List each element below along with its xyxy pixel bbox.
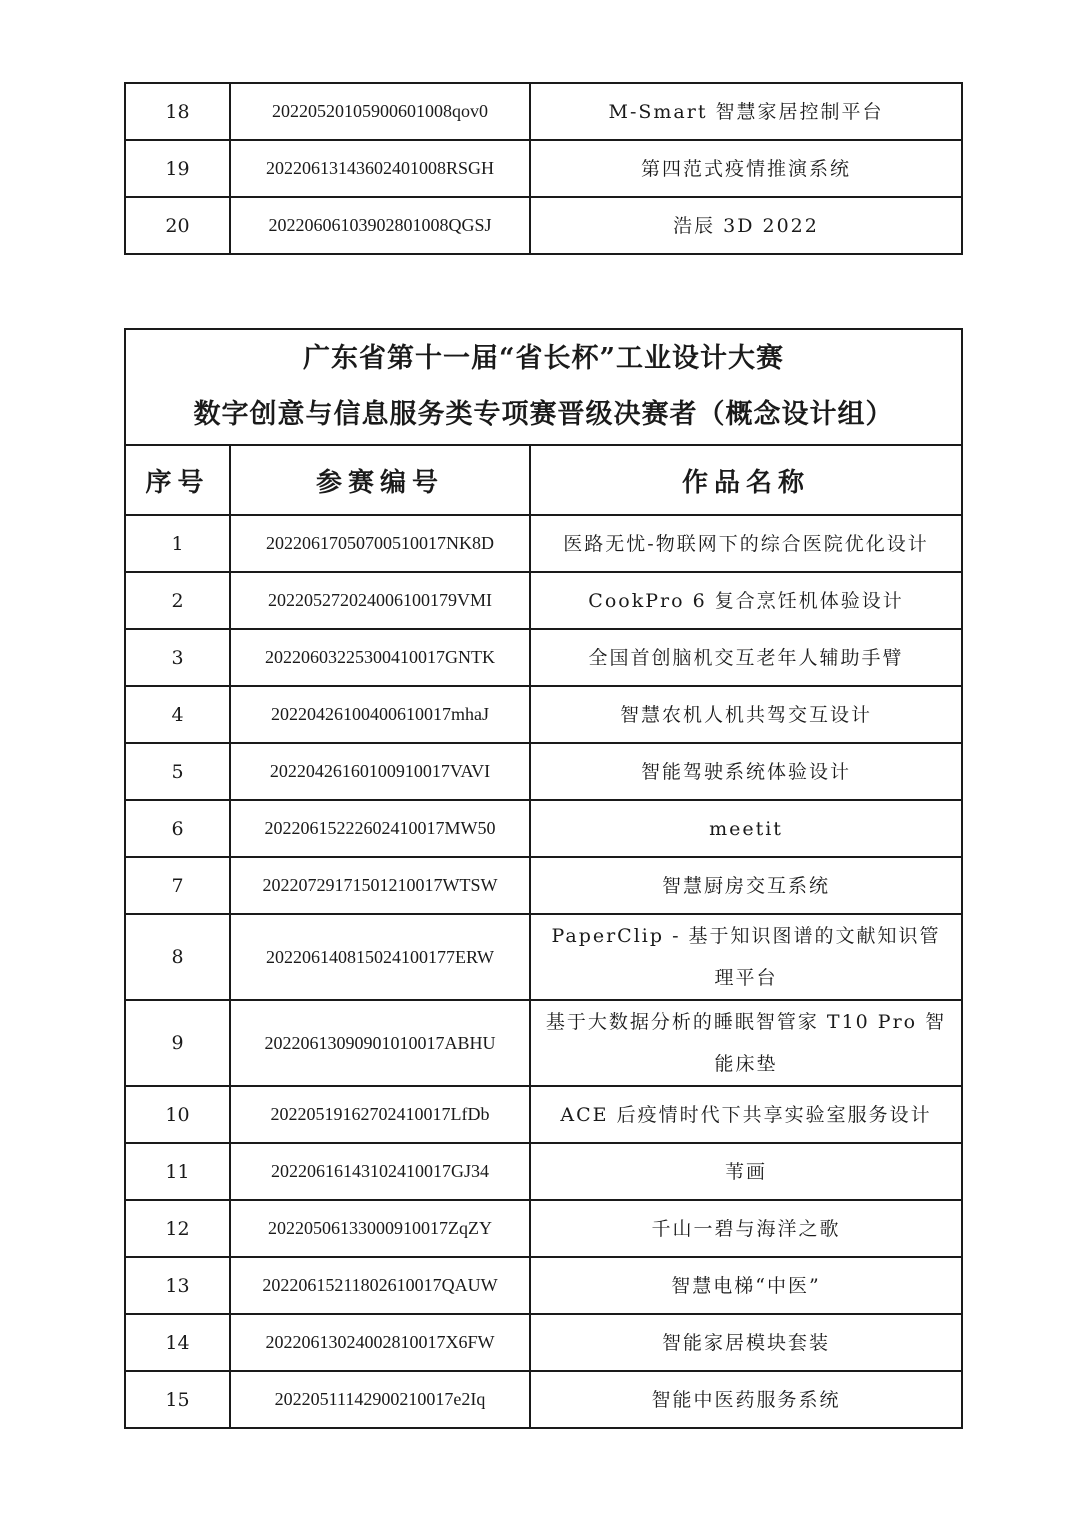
table-row — [125, 1086, 962, 1143]
row-code: 20220615222602410017MW50 — [230, 800, 530, 857]
row-code: 20220615211802610017QAUW — [230, 1257, 530, 1314]
row-code: 2022052010590060100​8qov0 — [230, 83, 530, 140]
row-name: 全国首创脑机交互老年人辅助手臂 — [530, 629, 962, 686]
table-row — [125, 686, 962, 743]
row-name: 智慧厨房交互系统 — [530, 857, 962, 914]
row-index: 6 — [125, 800, 230, 857]
row-code: 20220603225300410017GNTK — [230, 629, 530, 686]
table-row — [125, 197, 962, 254]
row-index: 12 — [125, 1200, 230, 1257]
row-index: 2 — [125, 572, 230, 629]
finalists-table-body — [125, 329, 962, 1428]
row-code: 20220426160100910017VAVI — [230, 743, 530, 800]
table-row — [125, 83, 962, 140]
table-row — [125, 1257, 962, 1314]
header-name: 作品名称 — [530, 445, 962, 515]
row-index: 14 — [125, 1314, 230, 1371]
row-name: 苇画 — [530, 1143, 962, 1200]
row-index: 1 — [125, 515, 230, 572]
row-name: 智慧电梯“中医” — [530, 1257, 962, 1314]
row-code: 20220519162702410017LfDb — [230, 1086, 530, 1143]
row-code: 20220606103902801008QGSJ — [230, 197, 530, 254]
row-code: 20220616143102410017GJ34 — [230, 1143, 530, 1200]
row-index: 4 — [125, 686, 230, 743]
row-index: 11 — [125, 1143, 230, 1200]
row-name: 基于大数据分析的睡眠智管家 T10 Pro 智能床垫 — [530, 1000, 962, 1086]
table-row — [125, 857, 962, 914]
row-index: 3 — [125, 629, 230, 686]
table-row — [125, 1371, 962, 1428]
table-row — [125, 1143, 962, 1200]
row-code: 20220613090901010017ABHU — [230, 1000, 530, 1086]
row-code: 20220506133000910017ZqZY — [230, 1200, 530, 1257]
row-name: 第四范式疫情推演系统 — [530, 140, 962, 197]
row-index: 9 — [125, 1000, 230, 1086]
finalists-table — [124, 328, 963, 1429]
header-row — [125, 445, 962, 515]
row-name: 医路无忧-物联网下的综合医院优化设计 — [530, 515, 962, 572]
table-row — [125, 140, 962, 197]
row-index: 15 — [125, 1371, 230, 1428]
row-name: 智能家居模块套装 — [530, 1314, 962, 1371]
row-name: 智能中医药服务系统 — [530, 1371, 962, 1428]
row-name: 智能驾驶系统体验设计 — [530, 743, 962, 800]
row-name: 千山一碧与海洋之歌 — [530, 1200, 962, 1257]
table-row — [125, 1314, 962, 1371]
row-code: 20220511142900210017e2Iq — [230, 1371, 530, 1428]
table-row — [125, 572, 962, 629]
row-index: 13 — [125, 1257, 230, 1314]
row-index: 7 — [125, 857, 230, 914]
header-index: 序号 — [125, 445, 230, 515]
row-name: 智慧农机人机共驾交互设计 — [530, 686, 962, 743]
continued-table — [124, 82, 963, 255]
row-name: CookPro 6 复合烹饪机体验设计 — [530, 572, 962, 629]
row-code: 20220729171501210017WTSW — [230, 857, 530, 914]
row-index: 20 — [125, 197, 230, 254]
table-row — [125, 629, 962, 686]
row-code: 20220617050700510017NK8D — [230, 515, 530, 572]
table-row — [125, 1200, 962, 1257]
row-index: 19 — [125, 140, 230, 197]
row-index: 8 — [125, 914, 230, 1000]
row-code: 20220426100400610017mhaJ — [230, 686, 530, 743]
table-row — [125, 515, 962, 572]
row-code: 20220527202400610017​9VMI — [230, 572, 530, 629]
table-row — [125, 743, 962, 800]
continued-table-body — [125, 83, 962, 254]
table-title-line-1: 广东省第十一届“省长杯”工业设计大赛 — [302, 343, 785, 374]
row-name: ACE 后疫情时代下共享实验室服务设计 — [530, 1086, 962, 1143]
row-index: 10 — [125, 1086, 230, 1143]
row-name: 浩辰 3D 2022 — [530, 197, 962, 254]
table-row — [125, 914, 962, 1000]
table-row — [125, 800, 962, 857]
row-index: 18 — [125, 83, 230, 140]
row-name: PaperClip - 基于知识图谱的文献知识管理平台 — [530, 914, 962, 1000]
table-title — [125, 329, 962, 445]
row-code: 20220613024002810017X6FW — [230, 1314, 530, 1371]
row-name: meetit — [530, 800, 962, 857]
row-code: 20220614081502410017​7ERW — [230, 914, 530, 1000]
row-name: M-Smart 智慧家居控制平台 — [530, 83, 962, 140]
header-code: 参赛编号 — [230, 445, 530, 515]
table-title-line-2: 数字创意与信息服务类专项赛晋级决赛者（概念设计组） — [193, 399, 894, 430]
row-index: 5 — [125, 743, 230, 800]
row-code: 20220613143602401008RSGH — [230, 140, 530, 197]
table-row — [125, 1000, 962, 1086]
